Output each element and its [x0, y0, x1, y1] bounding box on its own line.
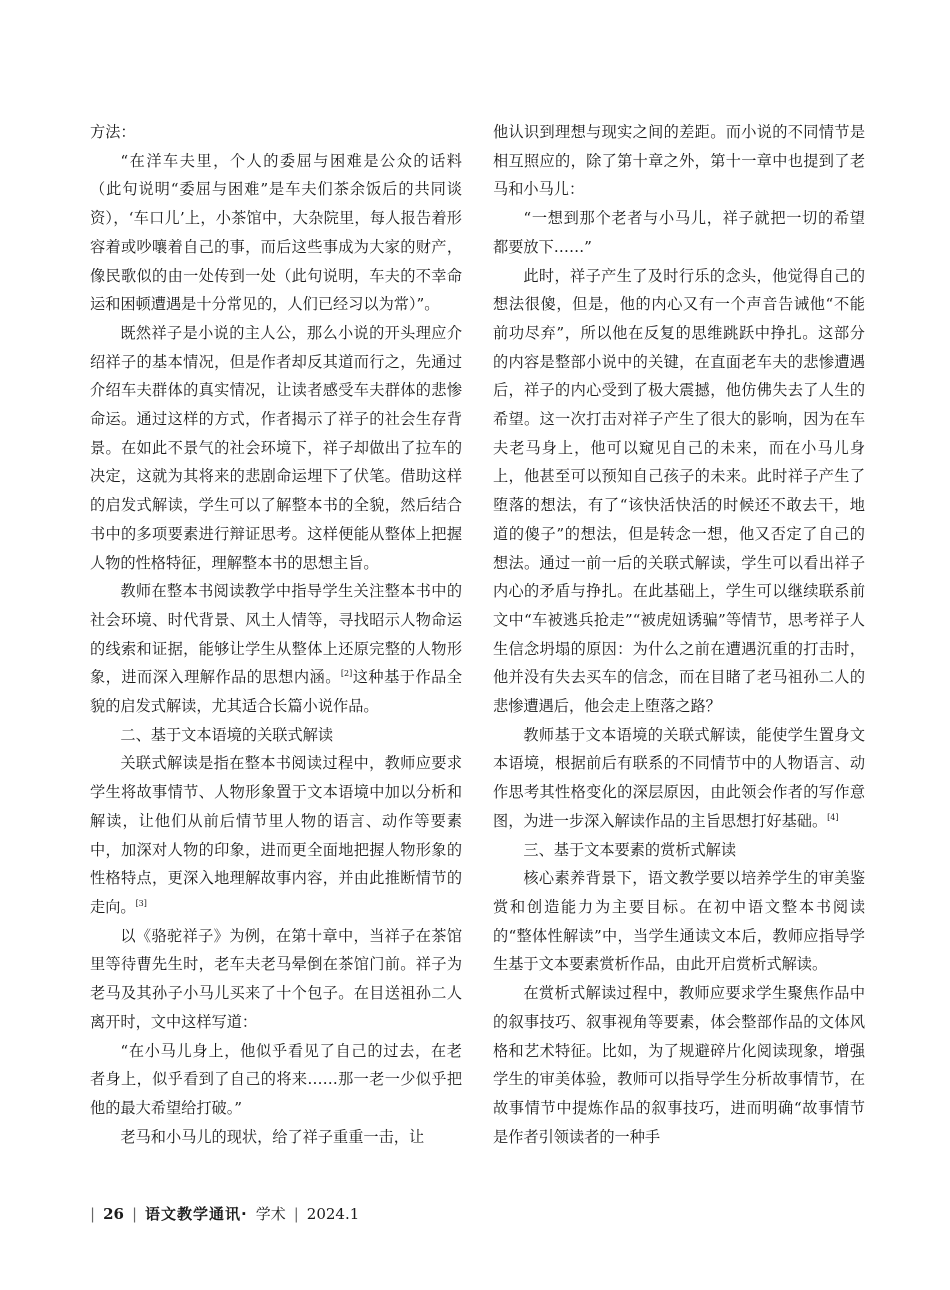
- paragraph: 此时，祥子产生了及时行乐的念头，他觉得自己的想法很傻，但是，他的内心又有一个声音告诫他“不能前功尽弃”，所以他在反复的思维跳跃中挣扎。这部分的内容是整部小说中的关键，在直面老车夫的悲惨遭遇后，祥子的内心受到了极大震撼，他仿佛失去了人生的希望。这一次打击对祥子产生了很大的影响，因为在车夫老马身上，他可以窥见自己的未来，而在小马儿身上，他甚至可以预知自己孩子的未来。此时祥子产生了堕落的想法，有了“该快活快活的时候还不敢去干，地道的傻子”的想法，但是转念一想，他又否定了自己的想法。通过一前一后的关联式解读，学生可以看出祥子内心的矛盾与挣扎。在此基础上，学生可以继续联系前文中“车被逃兵抢走”“被虎妞诱骗”等情节，思考祥子人生信念坍塌的原因：为什么之前在遭遇沉重的打击时，他并没有失去买车的信念，而在目睹了老马祖孙二人的悲惨遭遇后，他会走上堕落之路？: [493, 266, 865, 716]
- divider: |: [131, 1205, 137, 1223]
- paragraph: [493, 721, 865, 836]
- paragraph: [90, 577, 462, 721]
- citation-ref: [4]: [827, 812, 839, 822]
- paragraph: 老马和小马儿的现状，给了祥子重重一击，让: [120, 1127, 425, 1146]
- paragraph: 核心素养背景下，语文教学要以培养学生的审美鉴赏和创造能力为主要目标。在初中语文整本书阅读的“整体性解读”中，当学生通读文本后，教师应指导学生基于文本要素赏析作品，由此开启赏析式解读。: [493, 869, 865, 974]
- page-number: 26: [103, 1205, 124, 1223]
- quote-paragraph: “一想到那个老者与小马儿，祥子就把一切的希望都要放下……”: [493, 209, 865, 256]
- quote-paragraph: “在小马儿身上，他似乎看见了自己的过去，在老者身上，似乎看到了自己的将来……那一老一少似乎把他的最大希望给打破。”: [90, 1041, 462, 1117]
- page-footer: [90, 1203, 359, 1225]
- paragraph: 在赏析式解读过程中，教师应要求学生聚焦作品中的叙事技巧、叙事视角等要素，体会整部作品的文体风格和艺术特征。比如，为了规避碎片化阅读现象，增强学生的审美体验，教师可以指导学生分析故事情节，在故事情节中提炼作品的叙事技巧，进而明确“故事情节是作者引领读者的一种手: [493, 984, 865, 1146]
- issue-date: 2024.1: [306, 1205, 360, 1223]
- divider: |: [90, 1205, 96, 1223]
- paragraph: 以《骆驼祥子》为例，在第十章中，当祥子在茶馆里等待曹先生时，老车夫老马晕倒在茶馆门前。祥子为老马及其孙子小马儿买来了十个包子。在目送祖孙二人离开时，文中这样写道：: [90, 926, 462, 1031]
- quote-paragraph: “在洋车夫里，个人的委屈与困难是公众的话料（此句说明“委屈与困难”是车夫们茶余饭后的共同谈资），‘车口儿’上，小茶馆中，大杂院里，每人报告着形容着或吵嚷着自己的事，而后这些事成为大家的财产，像民歌似的由一处传到一处（此句说明，车夫的不幸命运和困顿遭遇是十分常见的，人们已经习以为常）”。: [90, 151, 462, 314]
- section-heading: 二、基于文本语境的关联式解读: [120, 725, 334, 744]
- paragraph: 方法：: [90, 123, 136, 141]
- divider: |: [293, 1205, 299, 1223]
- paragraph-text: 教师在整本书阅读教学中指导学生关注整本书中的社会环境、时代背景、风土人情等，寻找昭示人物命运的线索和证据，能够让学生从整体上还原完整的人物形象，进而深入理解作品的思想内涵。: [90, 582, 462, 687]
- right-column: [493, 118, 865, 1151]
- paragraph: 既然祥子是小说的主人公，那么小说的开头理应介绍祥子的基本情况，但是作者却反其道而行之，先通过介绍车夫群体的真实情况，让读者感受车夫群体的悲惨命运。通过这样的方式，作者揭示了祥子的社会生存背景。在如此不景气的社会环境下，祥子却做出了拉车的决定，这就为其将来的悲剧命运埋下了伏笔。借助这样的启发式解读，学生可以了解整本书的全貌，然后结合书中的多项要素进行辩证思考。这样便能从整体上把握人物的性格特征，理解整本书的思想主旨。: [90, 323, 462, 572]
- paragraph-text: 关联式解读是指在整本书阅读过程中，教师应要求学生将故事情节、人物形象置于文本语境中加以分析和解读，让他们从前后情节里人物的语言、动作等要素中，加深对人物的印象，进而更全面地把握人物形象的性格特点，更深入地理解故事内容，并由此推断情节的走向。: [90, 754, 462, 916]
- citation-ref: [2]: [340, 669, 353, 679]
- left-column: [90, 118, 462, 1151]
- paragraph-text: 这种基于作品全貌的启发式解读，尤其适合长篇小说作品。: [90, 668, 463, 716]
- journal-name: 语文教学通讯·: [145, 1205, 248, 1223]
- section-heading: 三、基于文本要素的赏析式解读: [523, 840, 737, 859]
- paragraph-text: 教师基于文本语境的关联式解读，能使学生置身文本语境，根据前后有联系的不同情节中的人物语言、动作思考其性格变化的深层原因，由此领会作者的写作意图，为进一步深入解读作品的主旨思想打好基础。: [493, 725, 865, 830]
- journal-section: 学术: [255, 1205, 286, 1223]
- paragraph: 他认识到理想与现实之间的差距。而小说的不同情节是相互照应的，除了第十章之外，第十一章中也提到了老马和小马儿：: [493, 123, 865, 199]
- citation-ref: [3]: [135, 898, 147, 908]
- paragraph: [90, 749, 462, 921]
